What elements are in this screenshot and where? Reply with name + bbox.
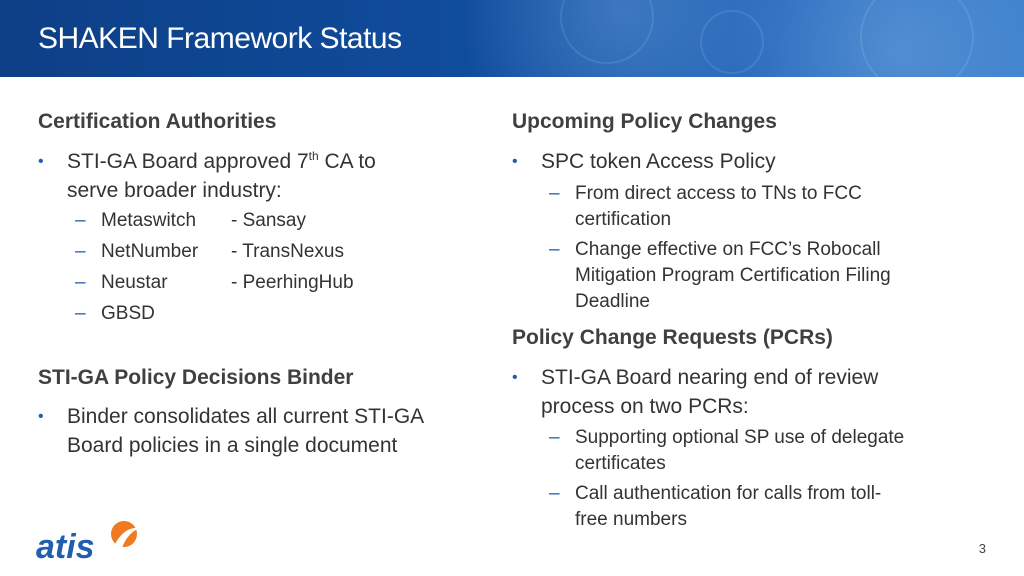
policy-sub-item <box>549 181 995 233</box>
dash-glyph: – <box>549 239 560 260</box>
ca-bullet-line2: serve broader industry: <box>67 179 282 202</box>
binder-line2: Board policies in a single document <box>67 434 398 457</box>
policy-sub1-line1: From direct access to TNs to FCC <box>575 183 862 204</box>
ca-item-left: NetNumber <box>101 241 199 262</box>
ca-heading: Certification Authorities <box>38 110 277 133</box>
gear-decoration <box>860 0 974 94</box>
pcr-heading: Policy Change Requests (PCRs) <box>512 326 833 349</box>
page-number: 3 <box>978 541 986 556</box>
pcr-sub1-line2: certificates <box>575 453 666 474</box>
binder-line1: Binder consolidates all current STI-GA <box>67 405 425 428</box>
ca-item <box>75 239 344 265</box>
ca-item-left: GBSD <box>101 303 155 324</box>
logo-wordmark: atis <box>36 528 95 562</box>
bullet-glyph: • <box>512 153 518 170</box>
binder-bullet <box>38 402 477 460</box>
dash-glyph: – <box>75 272 86 293</box>
ca-item-right: - TransNexus <box>231 241 344 262</box>
ca-item <box>75 208 306 234</box>
bullet-glyph: • <box>512 369 518 386</box>
gear-decoration <box>700 10 764 74</box>
bullet-glyph: • <box>38 408 44 425</box>
dash-glyph: – <box>75 303 86 324</box>
title-banner <box>0 0 1024 77</box>
ca-item-right: - PeerhingHub <box>231 272 354 293</box>
bullet-glyph: • <box>38 153 44 170</box>
policy-bullet-text: SPC token Access Policy <box>541 150 776 173</box>
ca-item-right: - Sansay <box>231 210 306 231</box>
slide-title: SHAKEN Framework Status <box>38 22 402 55</box>
dash-glyph: – <box>549 483 560 504</box>
policy-sub-item <box>549 237 995 315</box>
dash-glyph: – <box>549 183 560 204</box>
policy-heading: Upcoming Policy Changes <box>512 110 777 133</box>
dash-glyph: – <box>75 210 86 231</box>
policy-sub2-line3: Deadline <box>575 291 650 312</box>
policy-bullet <box>512 147 981 176</box>
ca-item-left: Metaswitch <box>101 210 197 231</box>
policy-sub1-line2: certification <box>575 209 672 230</box>
ca-bullet-text: STI-GA Board approved 7th CA to <box>67 149 376 173</box>
policy-sub2-line1: Change effective on FCC’s Robocall <box>575 239 881 260</box>
pcr-bullet-line1: STI-GA Board nearing end of review <box>541 366 879 389</box>
dash-glyph: – <box>75 241 86 262</box>
pcr-bullet <box>512 363 981 421</box>
ca-item <box>75 270 354 296</box>
dash-glyph: – <box>549 427 560 448</box>
gear-decoration <box>560 0 654 64</box>
pcr-sub-item <box>549 425 995 477</box>
pcr-bullet-line2: process on two PCRs: <box>541 395 749 418</box>
pcr-sub-item <box>549 481 995 533</box>
ca-item-left: Neustar <box>101 272 168 293</box>
ca-bullet <box>38 147 467 205</box>
pcr-sub2-line2: free numbers <box>575 509 687 530</box>
atis-logo <box>36 516 146 562</box>
ca-item <box>75 301 155 327</box>
pcr-sub2-line1: Call authentication for calls from toll- <box>575 483 882 504</box>
binder-heading: STI-GA Policy Decisions Binder <box>38 366 354 389</box>
policy-sub2-line2: Mitigation Program Certification Filing <box>575 265 891 286</box>
pcr-sub1-line1: Supporting optional SP use of delegate <box>575 427 905 448</box>
